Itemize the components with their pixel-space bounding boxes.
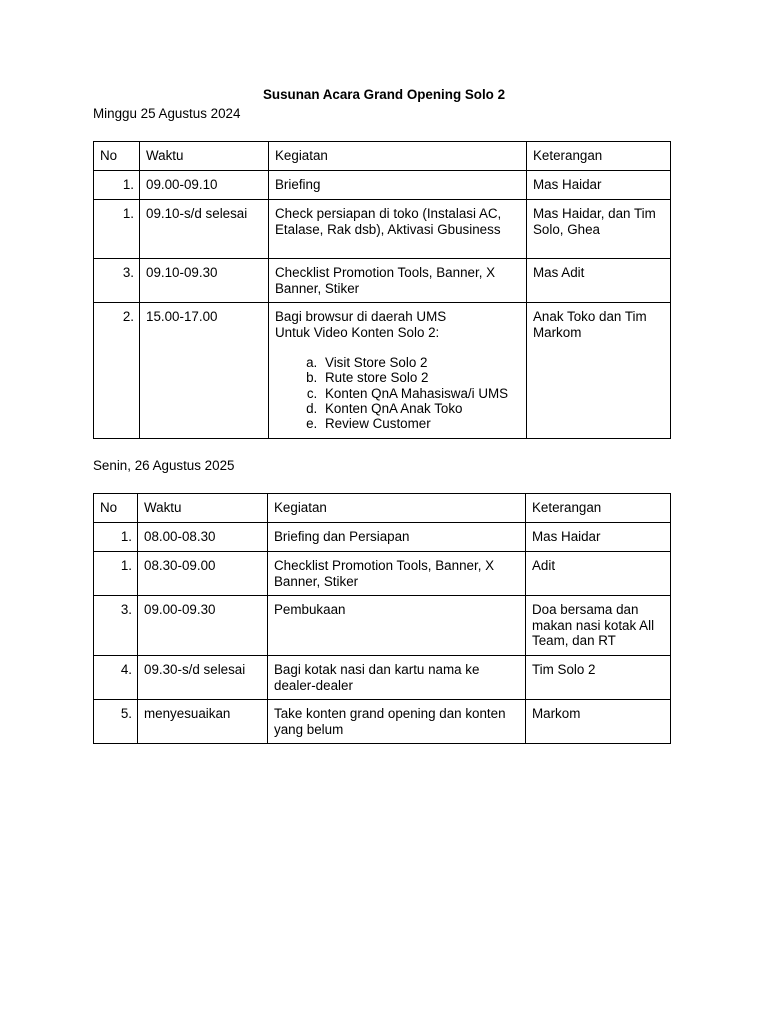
table-header-row xyxy=(94,142,671,171)
row-keterangan: Tim Solo 2 xyxy=(526,656,671,700)
table-row xyxy=(94,200,671,259)
header-no: No xyxy=(94,494,138,523)
day1-schedule-table xyxy=(93,141,671,439)
row-keterangan: Mas Haidar xyxy=(526,523,671,552)
row-waktu: 15.00-17.00 xyxy=(140,303,269,439)
header-kegiatan: Kegiatan xyxy=(268,494,526,523)
list-item: d. Konten QnA Anak Toko xyxy=(321,401,520,416)
row-waktu: 09.00-09.30 xyxy=(138,596,268,656)
header-kegiatan: Kegiatan xyxy=(269,142,527,171)
row-kegiatan: Bagi kotak nasi dan kartu nama ke dealer-dealer xyxy=(268,656,526,700)
kegiatan-line: Bagi browsur di daerah UMS xyxy=(275,309,447,324)
header-keterangan: Keterangan xyxy=(527,142,671,171)
row-keterangan: Mas Haidar, dan Tim Solo, Ghea xyxy=(527,200,671,259)
row-waktu: menyesuaikan xyxy=(138,700,268,744)
row-waktu: 09.00-09.10 xyxy=(140,171,269,200)
table-row xyxy=(94,700,671,744)
row-kegiatan: Checklist Promotion Tools, Banner, X Banner, Stiker xyxy=(269,259,527,303)
row-waktu: 09.10-09.30 xyxy=(140,259,269,303)
table-row xyxy=(94,523,671,552)
row-no: 5. xyxy=(94,700,138,744)
row-keterangan: Doa bersama dan makan nasi kotak All Team, dan RT xyxy=(526,596,671,656)
row-kegiatan xyxy=(269,303,527,439)
table-row xyxy=(94,552,671,596)
row-no: 1. xyxy=(94,552,138,596)
header-keterangan: Keterangan xyxy=(526,494,671,523)
day2-schedule-table xyxy=(93,493,671,744)
row-no: 3. xyxy=(94,259,140,303)
day1-date: Minggu 25 Agustus 2024 xyxy=(93,106,241,121)
kegiatan-line: Untuk Video Konten Solo 2: xyxy=(275,324,440,340)
row-keterangan: Markom xyxy=(526,700,671,744)
row-keterangan: Mas Adit xyxy=(527,259,671,303)
row-kegiatan: Briefing dan Persiapan xyxy=(268,523,526,552)
header-waktu: Waktu xyxy=(140,142,269,171)
row-waktu: 08.30-09.00 xyxy=(138,552,268,596)
list-item: b. Rute store Solo 2 xyxy=(321,370,520,385)
table-header-row xyxy=(94,494,671,523)
video-content-list xyxy=(275,355,520,431)
row-waktu: 08.00-08.30 xyxy=(138,523,268,552)
row-kegiatan: Pembukaan xyxy=(268,596,526,656)
row-no: 4. xyxy=(94,656,138,700)
row-waktu: 09.10-s/d selesai xyxy=(140,200,269,259)
list-item: e. Review Customer xyxy=(321,416,520,431)
row-no: 1. xyxy=(94,523,138,552)
row-kegiatan: Take konten grand opening dan konten yang belum xyxy=(268,700,526,744)
row-no: 1. xyxy=(94,171,140,200)
row-kegiatan: Checklist Promotion Tools, Banner, X Banner, Stiker xyxy=(268,552,526,596)
row-kegiatan: Check persiapan di toko (Instalasi AC, Etalase, Rak dsb), Aktivasi Gbusiness xyxy=(269,200,527,259)
table-row xyxy=(94,171,671,200)
row-no: 3. xyxy=(94,596,138,656)
table-row xyxy=(94,596,671,656)
row-keterangan: Mas Haidar xyxy=(527,171,671,200)
list-item: c. Konten QnA Mahasiswa/i UMS xyxy=(321,386,520,401)
row-no: 1. xyxy=(94,200,140,259)
table-row xyxy=(94,656,671,700)
day2-date: Senin, 26 Agustus 2025 xyxy=(93,458,235,473)
row-no: 2. xyxy=(94,303,140,439)
row-waktu: 09.30-s/d selesai xyxy=(138,656,268,700)
table-row xyxy=(94,259,671,303)
header-waktu: Waktu xyxy=(138,494,268,523)
list-item: a. Visit Store Solo 2 xyxy=(321,355,520,370)
document-title: Susunan Acara Grand Opening Solo 2 xyxy=(262,87,506,102)
table-row xyxy=(94,303,671,439)
spacer xyxy=(275,340,520,355)
header-no: No xyxy=(94,142,140,171)
row-kegiatan: Briefing xyxy=(269,171,527,200)
row-keterangan: Anak Toko dan Tim Markom xyxy=(527,303,671,439)
row-keterangan: Adit xyxy=(526,552,671,596)
